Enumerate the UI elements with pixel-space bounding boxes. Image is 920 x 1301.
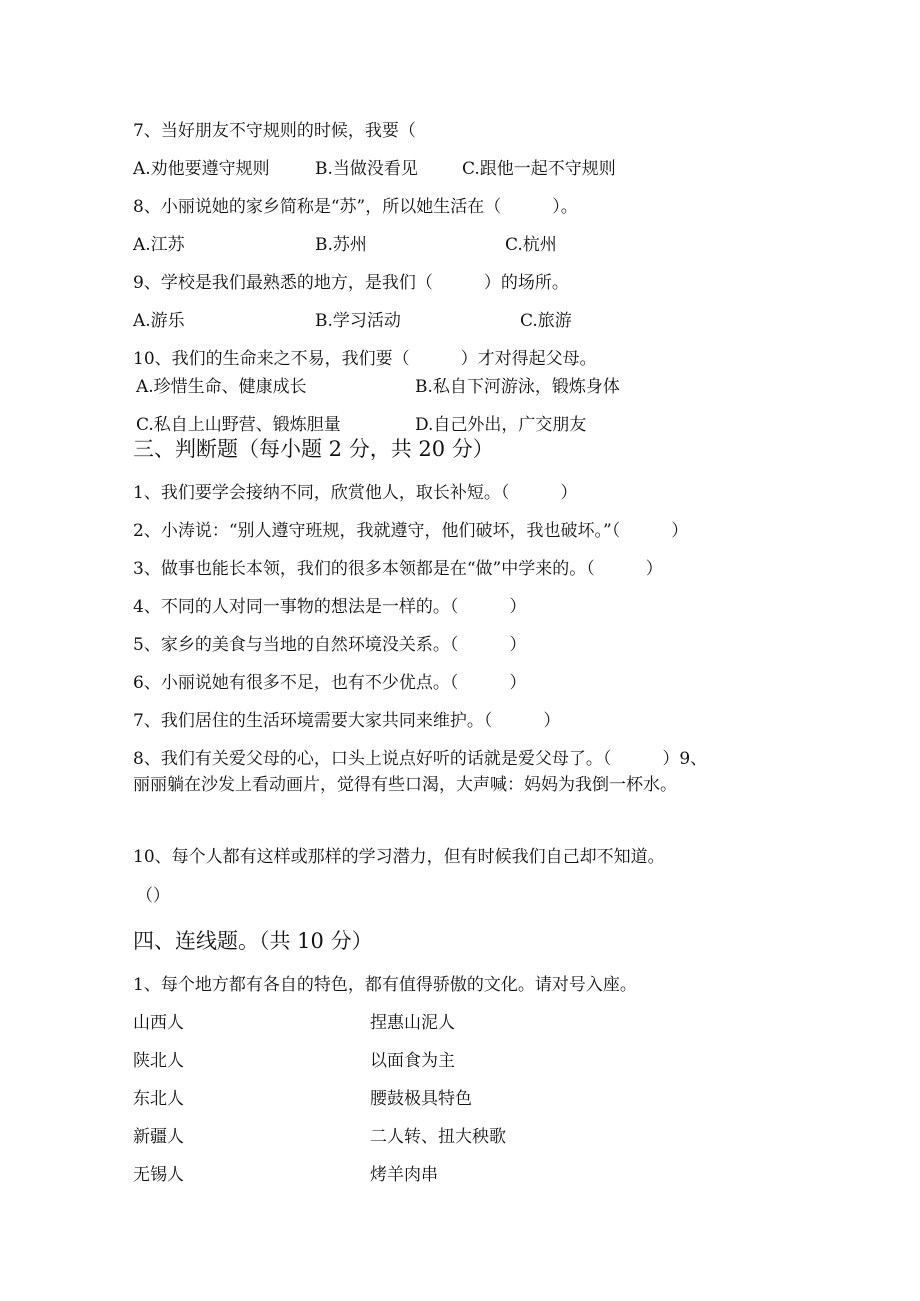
q8-stem: 8、小丽说她的家乡简称是“苏”，所以她生活在（ ）。 [133,197,578,217]
q9-option-b: B.学习活动 [315,311,401,331]
q10-stem: 10、我们的生命来之不易，我们要（ ）才对得起父母。 [133,349,597,369]
judge-item-5: 5、家乡的美食与当地的自然环境没关系。（ ） [133,635,527,655]
q7-option-b: B.当做没看见 [315,159,418,179]
q10-option-a: A.珍惜生命、健康成长 [136,377,307,397]
match-right-2: 以面食为主 [370,1051,455,1071]
q8-option-b: B.苏州 [315,235,367,255]
match-left-1: 山西人 [133,1013,184,1033]
q7-option-c: C.跟他一起不守规则 [462,159,616,179]
judge-item-9: 丽丽躺在沙发上看动画片，觉得有些口渴，大声喊：妈妈为我倒一杯水。 [133,775,677,795]
q8-option-c: C.杭州 [505,235,557,255]
q8-option-a: A.江苏 [133,235,185,255]
q9-stem: 9、学校是我们最熟悉的地方，是我们（ ）的场所。 [133,273,569,293]
match-q1-stem: 1、每个地方都有各自的特色，都有值得骄傲的文化。请对号入座。 [133,975,637,995]
judge-item-2: 2、小涛说：“别人遵守班规，我就遵守，他们破坏，我也破坏。”（ ） [133,521,689,541]
judge-item-3: 3、做事也能长本领，我们的很多本领都是在“做”中学来的。（ ） [133,559,663,579]
q7-stem: 7、当好朋友不守规则的时候，我要（ [133,121,416,141]
match-left-2: 陕北人 [133,1051,184,1071]
judge-item-8: 8、我们有关爱父母的心，口头上说点好听的话就是爱父母了。（ ）9、 [133,749,708,769]
q7-option-a: A.劝他要遵守规则 [133,159,270,179]
match-right-1: 捏惠山泥人 [370,1013,455,1033]
q10-option-d: D.自己外出，广交朋友 [415,415,587,435]
match-left-4: 新疆人 [133,1127,184,1147]
match-right-5: 烤羊肉串 [370,1165,438,1185]
q9-option-c: C.旅游 [520,311,572,331]
section3-heading: 三、判断题（每小题 2 分，共 20 分） [133,437,494,461]
match-left-5: 无锡人 [133,1165,184,1185]
q10-option-c: C.私自上山野营、锻炼胆量 [136,415,341,435]
match-right-4: 二人转、扭大秧歌 [370,1127,506,1147]
judge-item-7: 7、我们居住的生活环境需要大家共同来维护。（ ） [133,711,561,731]
match-left-3: 东北人 [133,1089,184,1109]
judge-item-4: 4、不同的人对同一事物的想法是一样的。（ ） [133,597,527,617]
section4-heading: 四、连线题。（共 10 分） [133,929,373,953]
q10-option-b: B.私自下河游泳，锻炼身体 [415,377,620,397]
q9-option-a: A.游乐 [133,311,185,331]
judge-item-1: 1、我们要学会接纳不同，欣赏他人，取长补短。（ ） [133,483,578,503]
match-right-3: 腰鼓极具特色 [370,1089,472,1109]
judge-item-10-answer: （） [136,886,170,906]
judge-item-6: 6、小丽说她有很多不足，也有不少优点。（ ） [133,673,527,693]
judge-item-10: 10、每个人都有这样或那样的学习潜力，但有时候我们自己却不知道。 [133,847,665,867]
